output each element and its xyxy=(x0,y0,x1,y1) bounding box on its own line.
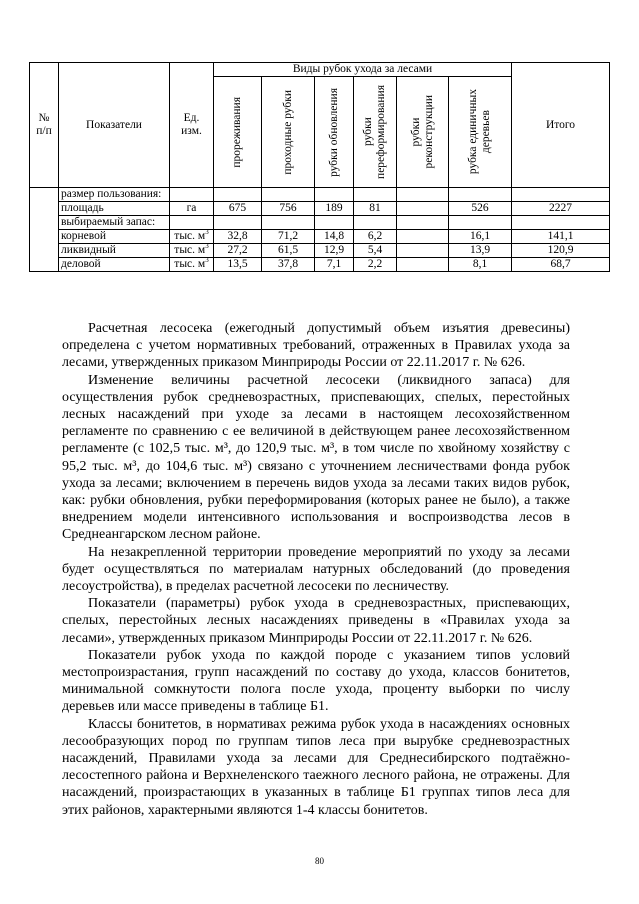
paragraph: Расчетная лесосека (ежегодный допустимый объем изъятия древесины) определена с учетом нормативных требований, отраженных в Правилах ухода за лесами, утвержденных приказом Минприроды России от 22.11.2017 г. № 626. xyxy=(62,321,570,371)
table-row xyxy=(30,202,610,216)
cell-total: 141,1 xyxy=(512,230,610,244)
page-number: 80 xyxy=(315,856,324,866)
cell xyxy=(214,216,262,230)
cell: 27,2 xyxy=(214,244,262,258)
cell xyxy=(397,230,449,244)
row-unit: га xyxy=(170,202,214,216)
row-unit: тыс. $м^3$ xyxy=(170,230,214,244)
header-reconstruction: рубки реконструкции xyxy=(397,77,449,188)
cell: 189 xyxy=(315,202,354,216)
cell xyxy=(512,188,610,202)
header-reformation: рубки переформирования xyxy=(354,77,397,188)
row-unit xyxy=(170,188,214,202)
table-row xyxy=(30,230,610,244)
cell: 7,1 xyxy=(315,258,354,272)
cell xyxy=(354,216,397,230)
row-label: корневой xyxy=(59,230,170,244)
header-single-trees: рубка единичных деревьев xyxy=(449,77,512,188)
cell xyxy=(354,188,397,202)
cell: 32,8 xyxy=(214,230,262,244)
cell xyxy=(449,216,512,230)
cell-total: 68,7 xyxy=(512,258,610,272)
cell xyxy=(449,188,512,202)
header-indicator: Показатели xyxy=(59,63,170,188)
cell xyxy=(397,216,449,230)
cell xyxy=(315,188,354,202)
cell: 13,9 xyxy=(449,244,512,258)
row-unit: тыс. $м^3$ xyxy=(170,258,214,272)
header-group: Виды рубок ухода за лесами xyxy=(214,63,512,77)
cell: 5,4 xyxy=(354,244,397,258)
cell: 37,8 xyxy=(262,258,315,272)
cell: 61,5 xyxy=(262,244,315,258)
cell: 526 xyxy=(449,202,512,216)
cell: 2,2 xyxy=(354,258,397,272)
row-label: размер пользования: xyxy=(59,188,170,202)
cell-total: 2227 xyxy=(512,202,610,216)
row-label: выбираемый запас: xyxy=(59,216,170,230)
cell xyxy=(512,216,610,230)
row-label: деловой xyxy=(59,258,170,272)
table-row xyxy=(30,216,610,230)
cell xyxy=(397,258,449,272)
table-row xyxy=(30,244,610,258)
cell: 81 xyxy=(354,202,397,216)
cell xyxy=(214,188,262,202)
cell: 16,1 xyxy=(449,230,512,244)
cell: 71,2 xyxy=(262,230,315,244)
cell: 756 xyxy=(262,202,315,216)
paragraph: Классы бонитетов, в нормативах режима рубок ухода в насаждениях основных лесообразующих пород по группам типов леса при вырубке средневозрастных насаждений, Правилами ухода за лесами для Среднесибирского подтаёжно-лесостепного района и Верхнеленского таежного лесного района, не отражены. Для насаждений, произрастающих в указанных в таблице Б1 группах типов леса для этих районов, характерными являются 1-4 классы бонитетов. xyxy=(62,716,570,818)
row-label: ликвидный xyxy=(59,244,170,258)
header-passage: проходные рубки xyxy=(262,77,315,188)
cell xyxy=(262,188,315,202)
cell xyxy=(262,216,315,230)
header-total: Итого xyxy=(512,63,610,188)
cell: 675 xyxy=(214,202,262,216)
paragraph: Показатели (параметры) рубок ухода в средневозрастных, приспевающих, спелых, перестойных лесных насаждениях приведены в «Правилах ухода за лесами», утвержденных приказом Минприроды России от 22.11.2017 г. № 626. xyxy=(62,596,570,646)
paragraph: Показатели рубок ухода по каждой породе с указанием типов условий местопроизрастания, групп насаждений по составу до ухода, классов бонитетов, минимальной сомкнутости полога после ухода, проценту выборки по числу деревьев или массе приведены в таблице Б1. xyxy=(62,647,570,715)
body-text xyxy=(62,320,570,819)
cell-no xyxy=(30,188,59,272)
header-unit: Ед. изм. xyxy=(170,63,214,188)
table-row xyxy=(30,258,610,272)
paragraph: На незакрепленной территории проведение мероприятий по уходу за лесами будет осуществляться по материалам натурных обследований (до проведения лесоустройства), в пределах расчетной лесосеки по лесничеству. xyxy=(62,544,570,595)
table-row xyxy=(30,188,610,202)
cell-total: 120,9 xyxy=(512,244,610,258)
cell: 13,5 xyxy=(214,258,262,272)
cell: 8,1 xyxy=(449,258,512,272)
header-renewal: рубки обновления xyxy=(315,77,354,188)
cell: 6,2 xyxy=(354,230,397,244)
cell: 14,8 xyxy=(315,230,354,244)
header-thinning: прореживания xyxy=(214,77,262,188)
logging-table xyxy=(29,62,610,272)
cell xyxy=(315,216,354,230)
table-header-row-1 xyxy=(30,63,610,77)
row-unit: тыс. $м^3$ xyxy=(170,244,214,258)
row-label: площадь xyxy=(59,202,170,216)
paragraph: Изменение величины расчетной лесосеки (ликвидного запаса) для осуществления рубок средневозрастных, приспевающих, спелых, перестойных лесных насаждений при уходе за лесами в настоящем лесохозяйственном регламенте по сравнению с ее величиной в действующем ранее лесохозяйственном регламенте (с 102,5 тыс. м³, до 120,9 тыс. м³, в том числе по хвойному хозяйству с 95,2 тыс. м³, до 104,6 тыс. м³) связано с уточнением лесничествами фонда рубок ухода за лесами; включением в перечень видов ухода за лесами таких видов рубок, как: рубки обновления, рубки переформирования (которых ранее не было), а также внедрением модели интенсивного использования и воспроизводства лесов в Среднеангарском лесном районе. xyxy=(62,372,570,543)
cell xyxy=(397,244,449,258)
header-no: № п/п xyxy=(30,63,59,188)
cell xyxy=(397,202,449,216)
cell xyxy=(397,188,449,202)
cell: 12,9 xyxy=(315,244,354,258)
